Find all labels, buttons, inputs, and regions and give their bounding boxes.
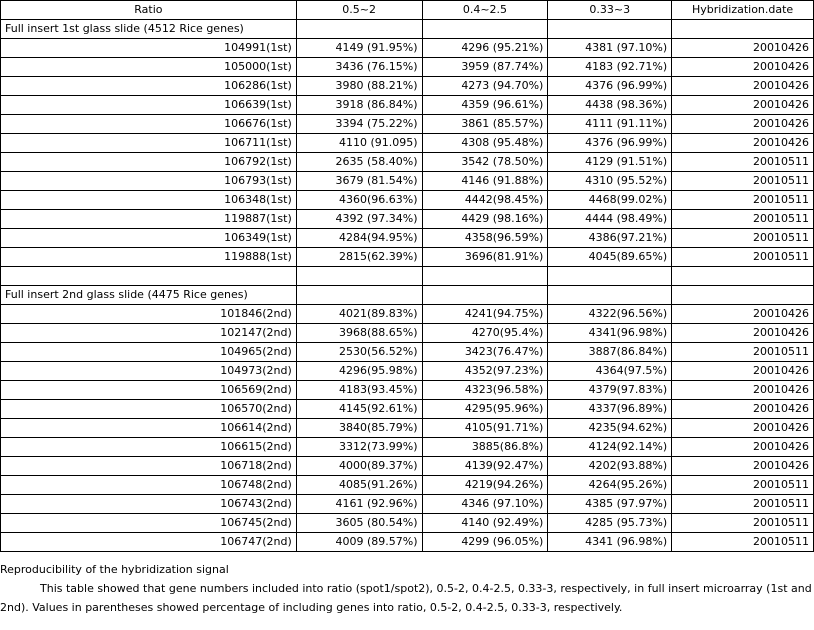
count-cell: 2815(62.39%)	[296, 248, 422, 267]
count-cell: 4270(95.4%)	[422, 324, 548, 343]
count-cell: 3423(76.47%)	[422, 343, 548, 362]
table-row	[1, 229, 814, 248]
count-cell: 4296(95.98%)	[296, 362, 422, 381]
section-row	[1, 286, 814, 305]
count-cell: 3968(88.65%)	[296, 324, 422, 343]
count-cell: 4429 (98.16%)	[422, 210, 548, 229]
sample-id-cell: 104973(2nd)	[1, 362, 297, 381]
empty-cell	[296, 267, 422, 286]
count-cell: 4219(94.26%)	[422, 476, 548, 495]
count-cell: 2530(56.52%)	[296, 343, 422, 362]
empty-cell	[672, 286, 814, 305]
sample-id-cell: 106614(2nd)	[1, 419, 297, 438]
count-cell: 4308 (95.48%)	[422, 134, 548, 153]
sample-id-cell: 102147(2nd)	[1, 324, 297, 343]
count-cell: 4145(92.61%)	[296, 400, 422, 419]
date-cell: 20010426	[672, 58, 814, 77]
count-cell: 4346 (97.10%)	[422, 495, 548, 514]
count-cell: 4444 (98.49%)	[548, 210, 672, 229]
count-cell: 4183(93.45%)	[296, 381, 422, 400]
table-row	[1, 58, 814, 77]
sample-id-cell: 119887(1st)	[1, 210, 297, 229]
empty-cell	[422, 267, 548, 286]
sample-id-cell: 106745(2nd)	[1, 514, 297, 533]
count-cell: 3312(73.99%)	[296, 438, 422, 457]
count-cell: 4146 (91.88%)	[422, 172, 548, 191]
sample-id-cell: 106615(2nd)	[1, 438, 297, 457]
count-cell: 4009 (89.57%)	[296, 533, 422, 552]
empty-cell	[422, 286, 548, 305]
table-row	[1, 39, 814, 58]
caption-body: This table showed that gene numbers included into ratio (spot1/spot2), 0.5-2, 0.4-2.5, 0.33-3, respectively, in full insert microarray (1st and 2nd). Values in parentheses showed percentage of including genes into ratio, 0.5-2, 0.4-2.5, 0.33-3, respectively.	[0, 582, 812, 614]
table-row	[1, 96, 814, 115]
count-cell: 4358(96.59%)	[422, 229, 548, 248]
count-cell: 3887(86.84%)	[548, 343, 672, 362]
date-cell: 20010426	[672, 400, 814, 419]
count-cell: 4183 (92.71%)	[548, 58, 672, 77]
count-cell: 4392 (97.34%)	[296, 210, 422, 229]
count-cell: 4273 (94.70%)	[422, 77, 548, 96]
count-cell: 4310 (95.52%)	[548, 172, 672, 191]
header-row	[1, 1, 814, 20]
table-row	[1, 343, 814, 362]
sample-id-cell: 104991(1st)	[1, 39, 297, 58]
count-cell: 3542 (78.50%)	[422, 153, 548, 172]
count-cell: 3861 (85.57%)	[422, 115, 548, 134]
count-cell: 4376 (96.99%)	[548, 134, 672, 153]
count-cell: 3885(86.8%)	[422, 438, 548, 457]
count-cell: 3605 (80.54%)	[296, 514, 422, 533]
date-cell: 20010511	[672, 495, 814, 514]
date-cell: 20010511	[672, 172, 814, 191]
column-header: Hybridization.date	[672, 1, 814, 20]
count-cell: 4202(93.88%)	[548, 457, 672, 476]
count-cell: 4124(92.14%)	[548, 438, 672, 457]
sample-id-cell: 106747(2nd)	[1, 533, 297, 552]
empty-cell	[672, 267, 814, 286]
count-cell: 4359 (96.61%)	[422, 96, 548, 115]
date-cell: 20010426	[672, 39, 814, 58]
date-cell: 20010511	[672, 248, 814, 267]
count-cell: 4381 (97.10%)	[548, 39, 672, 58]
count-cell: 3394 (75.22%)	[296, 115, 422, 134]
table-caption	[0, 560, 812, 617]
date-cell: 20010511	[672, 476, 814, 495]
date-cell: 20010426	[672, 96, 814, 115]
count-cell: 4295(95.96%)	[422, 400, 548, 419]
count-cell: 4110 (91.095)	[296, 134, 422, 153]
empty-cell	[296, 286, 422, 305]
table-row	[1, 533, 814, 552]
sample-id-cell: 106570(2nd)	[1, 400, 297, 419]
empty-cell	[548, 20, 672, 39]
empty-cell	[548, 267, 672, 286]
count-cell: 4360(96.63%)	[296, 191, 422, 210]
sample-id-cell: 106718(2nd)	[1, 457, 297, 476]
table-row	[1, 210, 814, 229]
date-cell: 20010426	[672, 77, 814, 96]
date-cell: 20010426	[672, 438, 814, 457]
count-cell: 4341 (96.98%)	[548, 533, 672, 552]
count-cell: 4364(97.5%)	[548, 362, 672, 381]
count-cell: 4379(97.83%)	[548, 381, 672, 400]
date-cell: 20010426	[672, 305, 814, 324]
table-row	[1, 305, 814, 324]
sample-id-cell: 119888(1st)	[1, 248, 297, 267]
table-row	[1, 514, 814, 533]
table-row	[1, 457, 814, 476]
table-row	[1, 400, 814, 419]
date-cell: 20010426	[672, 115, 814, 134]
count-cell: 4021(89.83%)	[296, 305, 422, 324]
caption-title: Reproducibility of the hybridization signal	[0, 563, 229, 576]
count-cell: 4296 (95.21%)	[422, 39, 548, 58]
section-row	[1, 20, 814, 39]
sample-id-cell: 106793(1st)	[1, 172, 297, 191]
table-row	[1, 324, 814, 343]
count-cell: 4264(95.26%)	[548, 476, 672, 495]
sample-id-cell: 106676(1st)	[1, 115, 297, 134]
table-row	[1, 134, 814, 153]
sample-id-cell: 106792(1st)	[1, 153, 297, 172]
table-row	[1, 153, 814, 172]
section-title: Full insert 2nd glass slide (4475 Rice genes)	[1, 286, 297, 305]
column-header: 0.33~3	[548, 1, 672, 20]
count-cell: 2635 (58.40%)	[296, 153, 422, 172]
count-cell: 4139(92.47%)	[422, 457, 548, 476]
empty-cell	[548, 286, 672, 305]
sample-id-cell: 104965(2nd)	[1, 343, 297, 362]
sample-id-cell: 106639(1st)	[1, 96, 297, 115]
sample-id-cell: 106748(2nd)	[1, 476, 297, 495]
count-cell: 3840(85.79%)	[296, 419, 422, 438]
count-cell: 4352(97.23%)	[422, 362, 548, 381]
count-cell: 4341(96.98%)	[548, 324, 672, 343]
count-cell: 4045(89.65%)	[548, 248, 672, 267]
count-cell: 4105(91.71%)	[422, 419, 548, 438]
sample-id-cell: 105000(1st)	[1, 58, 297, 77]
count-cell: 3436 (76.15%)	[296, 58, 422, 77]
table-row	[1, 172, 814, 191]
count-cell: 4299 (96.05%)	[422, 533, 548, 552]
date-cell: 20010426	[672, 457, 814, 476]
count-cell: 3696(81.91%)	[422, 248, 548, 267]
count-cell: 4161 (92.96%)	[296, 495, 422, 514]
count-cell: 4235(94.62%)	[548, 419, 672, 438]
count-cell: 4111 (91.11%)	[548, 115, 672, 134]
date-cell: 20010426	[672, 419, 814, 438]
count-cell: 4323(96.58%)	[422, 381, 548, 400]
count-cell: 4241(94.75%)	[422, 305, 548, 324]
table-row	[1, 362, 814, 381]
empty-cell	[296, 20, 422, 39]
count-cell: 4149 (91.95%)	[296, 39, 422, 58]
date-cell: 20010511	[672, 210, 814, 229]
date-cell: 20010426	[672, 362, 814, 381]
table-row	[1, 248, 814, 267]
count-cell: 3918 (86.84%)	[296, 96, 422, 115]
count-cell: 3959 (87.74%)	[422, 58, 548, 77]
count-cell: 3980 (88.21%)	[296, 77, 422, 96]
count-cell: 4385 (97.97%)	[548, 495, 672, 514]
date-cell: 20010511	[672, 343, 814, 362]
column-header: Ratio	[1, 1, 297, 20]
count-cell: 4129 (91.51%)	[548, 153, 672, 172]
count-cell: 4140 (92.49%)	[422, 514, 548, 533]
date-cell: 20010426	[672, 324, 814, 343]
sample-id-cell: 106569(2nd)	[1, 381, 297, 400]
column-header: 0.4~2.5	[422, 1, 548, 20]
count-cell: 4468(99.02%)	[548, 191, 672, 210]
empty-cell	[1, 267, 297, 286]
date-cell: 20010511	[672, 229, 814, 248]
count-cell: 4322(96.56%)	[548, 305, 672, 324]
count-cell: 4085(91.26%)	[296, 476, 422, 495]
date-cell: 20010426	[672, 134, 814, 153]
table-row	[1, 438, 814, 457]
table-row	[1, 476, 814, 495]
count-cell: 3679 (81.54%)	[296, 172, 422, 191]
column-header: 0.5~2	[296, 1, 422, 20]
empty-cell	[672, 20, 814, 39]
count-cell: 4376 (96.99%)	[548, 77, 672, 96]
sample-id-cell: 106348(1st)	[1, 191, 297, 210]
empty-cell	[422, 20, 548, 39]
count-cell: 4337(96.89%)	[548, 400, 672, 419]
sample-id-cell: 106743(2nd)	[1, 495, 297, 514]
count-cell: 4285 (95.73%)	[548, 514, 672, 533]
count-cell: 4438 (98.36%)	[548, 96, 672, 115]
sample-id-cell: 101846(2nd)	[1, 305, 297, 324]
table-row	[1, 495, 814, 514]
count-cell: 4000(89.37%)	[296, 457, 422, 476]
date-cell: 20010511	[672, 191, 814, 210]
count-cell: 4386(97.21%)	[548, 229, 672, 248]
count-cell: 4442(98.45%)	[422, 191, 548, 210]
date-cell: 20010511	[672, 514, 814, 533]
sample-id-cell: 106286(1st)	[1, 77, 297, 96]
section-title: Full insert 1st glass slide (4512 Rice genes)	[1, 20, 297, 39]
date-cell: 20010511	[672, 153, 814, 172]
date-cell: 20010511	[672, 533, 814, 552]
table-row	[1, 381, 814, 400]
table-row	[1, 191, 814, 210]
sample-id-cell: 106711(1st)	[1, 134, 297, 153]
table-row	[1, 115, 814, 134]
blank-row	[1, 267, 814, 286]
date-cell: 20010426	[672, 381, 814, 400]
table-row	[1, 419, 814, 438]
count-cell: 4284(94.95%)	[296, 229, 422, 248]
sample-id-cell: 106349(1st)	[1, 229, 297, 248]
table-row	[1, 77, 814, 96]
